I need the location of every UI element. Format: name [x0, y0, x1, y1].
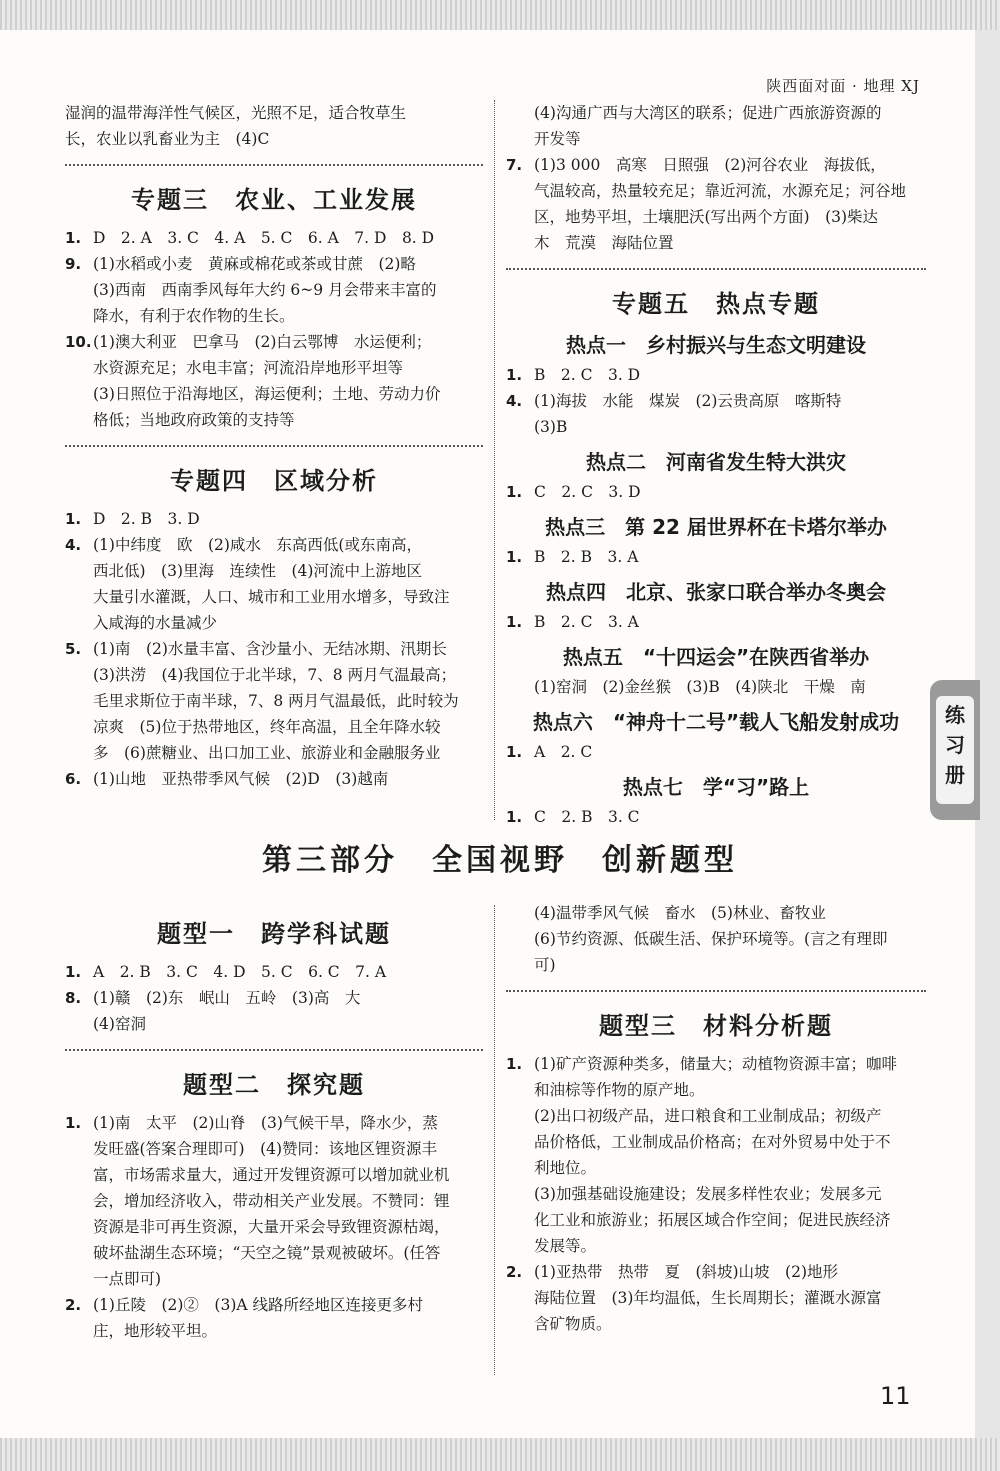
- question-number: 1.: [506, 743, 523, 761]
- column-divider-top: [494, 100, 495, 820]
- question-number: 7.: [506, 156, 523, 174]
- type3-answers: [506, 1051, 926, 1337]
- answer-line: [65, 1292, 483, 1318]
- question-number: 1.: [65, 510, 82, 528]
- answer-line: [65, 532, 483, 558]
- hotspot-title: 热点五 “十四运会”在陕西省举办: [562, 645, 870, 669]
- answer-text: (1)澳大利亚 巴拿马 (2)白云鄂博 水运便利；: [93, 333, 432, 351]
- answer-line: [506, 804, 926, 830]
- answer-line: [65, 506, 483, 532]
- page-header: 陕西面对面 · 地理 XJ: [766, 77, 920, 95]
- right-column-bottom: [506, 900, 926, 1337]
- answer-line: [65, 251, 483, 277]
- topic3-answers: [65, 225, 483, 433]
- answer-text: C 2. C 3. D: [534, 483, 641, 501]
- answer-text: B 2. C 3. A: [534, 613, 639, 631]
- question-number: 1.: [506, 1055, 523, 1073]
- answer-text: (1)丘陵 (2)② (3)A 线路所经地区连接更多村: [93, 1296, 423, 1314]
- answer-text: A 2. B 3. C 4. D 5. C 6. C 7. A: [93, 963, 387, 981]
- answer-line: [506, 152, 926, 178]
- answer-line: 发展等。: [534, 1237, 597, 1255]
- practice-book-tab: [930, 680, 980, 820]
- hotspot-title: 热点一 乡村振兴与生态文明建设: [566, 333, 866, 357]
- question-number: 6.: [65, 770, 82, 788]
- answer-text: (1)亚热带 热带 夏 (斜坡)山坡 (2)地形: [534, 1263, 839, 1281]
- answer-line: [65, 766, 483, 792]
- section-divider: [506, 990, 926, 992]
- question-number: 1.: [506, 613, 523, 631]
- answer-line: 格低；当地政府政策的支持等: [93, 411, 295, 429]
- answer-line: (3)加强基础设施建设；发展多样性农业；发展多元: [534, 1185, 882, 1203]
- question-number: 1.: [506, 483, 523, 501]
- intro-line: 开发等: [534, 130, 581, 148]
- answer-line: (4)窑洞: [93, 1015, 146, 1033]
- answer-text: (1)山地 亚热带季风气候 (2)D (3)越南: [93, 770, 389, 788]
- hotspot-title: 热点六 “神舟十二号”载人飞船发射成功: [532, 710, 900, 734]
- question-number: 10.: [65, 333, 92, 351]
- answer-line: 海陆位置 (3)年均温低，生长周期长；灌溉水源富: [534, 1289, 882, 1307]
- question-number: 4.: [65, 536, 82, 554]
- left-column-top: [65, 100, 483, 792]
- answer-line: [65, 636, 483, 662]
- answer-line: [65, 985, 483, 1011]
- question-number: 4.: [506, 392, 523, 410]
- question-number: 1.: [65, 1114, 82, 1132]
- answer-line: 大量引水灌溉，人口、城市和工业用水增多，导致注: [93, 588, 450, 606]
- answer-text: (1)矿产资源种类多，储量大；动植物资源丰富；咖啡: [534, 1055, 897, 1073]
- hotspot-title: 热点七 学“习”路上: [622, 775, 810, 799]
- answer-line: 毛里求斯位于南半球，7、8 两月气温最低，此时较为: [93, 692, 459, 710]
- section-title: 题型二 探究题: [183, 1071, 365, 1099]
- section-divider: [65, 164, 483, 166]
- answer-line: [65, 329, 483, 355]
- answer-line: [506, 362, 926, 388]
- answer-line: 庄，地形较平坦。: [93, 1322, 218, 1340]
- answer-line: [506, 544, 926, 570]
- hotspot-title: 热点四 北京、张家口联合举办冬奥会: [546, 580, 886, 604]
- answer-line: [506, 739, 926, 765]
- answer-line: (3)日照位于沿海地区，海运便利；土地、劳动力价: [93, 385, 441, 403]
- answer-line: 化工业和旅游业；拓展区域合作空间；促进民族经济: [534, 1211, 891, 1229]
- answer-line: 西北低) (3)里海 连续性 (4)河流中上游地区: [93, 562, 422, 580]
- answer-line: 区，地势平坦，土壤肥沃(写出两个方面) (3)柴达: [534, 208, 879, 226]
- question-number: 1.: [65, 963, 82, 981]
- answer-line: 含矿物质。: [534, 1315, 612, 1333]
- page-number: 11: [880, 1382, 911, 1410]
- tab-label: 练 习 册: [936, 696, 974, 804]
- answer-line: 一点即可): [93, 1270, 162, 1288]
- answer-line: [506, 1051, 926, 1077]
- answer-text: C 2. B 3. C: [534, 808, 640, 826]
- answer-text: B 2. B 3. A: [534, 548, 639, 566]
- question-number: 2.: [506, 1263, 523, 1281]
- intro-line: (4)温带季风气候 畜水 (5)林业、畜牧业: [534, 904, 826, 922]
- answer-text: (1)海拔 水能 煤炭 (2)云贵高原 喀斯特: [534, 392, 842, 410]
- intro-line: (6)节约资源、低碳生活、保护环境等。(言之有理即: [534, 930, 888, 948]
- answer-line: (3)B: [534, 418, 568, 436]
- answer-line: 利地位。: [534, 1159, 597, 1177]
- intro-line: 长，农业以乳畜业为主 (4)C: [65, 130, 270, 148]
- intro-line: 可): [534, 956, 556, 974]
- answer-line: 富，市场需求量大，通过开发锂资源可以增加就业机: [93, 1166, 450, 1184]
- answer-text: D 2. B 3. D: [93, 510, 200, 528]
- question-number: 1.: [506, 808, 523, 826]
- question-number: 1.: [506, 548, 523, 566]
- section-title: 题型三 材料分析题: [599, 1012, 833, 1040]
- answer-line: 多 (6)蔗糖业、出口加工业、旅游业和金融服务业: [93, 744, 441, 762]
- answer-line: 破坏盐湖生态环境；“天空之镜”景观被破坏。(任答: [93, 1244, 441, 1262]
- answer-text: (1)赣 (2)东 岷山 五岭 (3)高 大: [93, 989, 361, 1007]
- answer-text: (1)南 (2)水量丰富、含沙量小、无结冰期、汛期长: [93, 640, 447, 658]
- section-title: 专题四 区域分析: [170, 467, 378, 495]
- answer-line: 发旺盛(答案合理即可) (4)赞同：该地区锂资源丰: [93, 1140, 438, 1158]
- section-divider: [506, 268, 926, 270]
- question-number: 1.: [506, 366, 523, 384]
- answer-line: 品价格低，工业制成品价格高；在对外贸易中处于不: [534, 1133, 891, 1151]
- answer-text: D 2. A 3. C 4. A 5. C 6. A 7. D 8. D: [93, 229, 435, 247]
- q7-answer: [506, 152, 926, 256]
- column-divider-bottom: [494, 905, 495, 1375]
- question-number: 2.: [65, 1296, 82, 1314]
- answer-line: [65, 225, 483, 251]
- answer-text: (1)3 000 高寒 日照强 (2)河谷农业 海拔低，: [534, 156, 886, 174]
- question-number: 9.: [65, 255, 82, 273]
- answer-line: 会，增加经济收入，带动相关产业发展。不赞同：锂: [93, 1192, 450, 1210]
- question-number: 1.: [65, 229, 82, 247]
- answer-line: [506, 479, 926, 505]
- top-scan-band: [0, 0, 1000, 30]
- hotspot-answers: [506, 329, 926, 830]
- answer-line: 和油棕等作物的原产地。: [534, 1081, 705, 1099]
- section-title: 专题五 热点专题: [612, 290, 820, 318]
- left-column-bottom: [65, 900, 483, 1344]
- answer-line: [65, 959, 483, 985]
- section-divider: [65, 1049, 483, 1051]
- answer-text: (1)南 太平 (2)山脊 (3)气候干旱，降水少，蒸: [93, 1114, 438, 1132]
- hotspot-title: 热点二 河南省发生特大洪灾: [586, 450, 846, 474]
- answer-text: (1)中纬度 欧 (2)咸水 东高西低(或东南高，: [93, 536, 422, 554]
- answer-line: 水资源充足；水电丰富；河流沿岸地形平坦等: [93, 359, 404, 377]
- answer-line: [506, 1259, 926, 1285]
- answer-line: [506, 388, 926, 414]
- answer-line: (3)西南 西南季风每年大约 6~9 月会带来丰富的: [93, 281, 437, 299]
- hotspot-title: 热点三 第 22 届世界杯在卡塔尔举办: [545, 515, 887, 539]
- answer-text: B 2. C 3. D: [534, 366, 641, 384]
- type2-answers: [65, 1110, 483, 1344]
- answer-line: 入咸海的水量减少: [93, 614, 218, 632]
- question-number: 5.: [65, 640, 82, 658]
- intro-line: (4)沟通广西与大湾区的联系；促进广西旅游资源的: [534, 104, 882, 122]
- answer-line: 凉爽 (5)位于热带地区，终年高温，且全年降水较: [93, 718, 441, 736]
- section-divider: [65, 445, 483, 447]
- answer-line: (2)出口初级产品，进口粮食和工业制成品；初级产: [534, 1107, 882, 1125]
- section-title: 题型一 跨学科试题: [157, 920, 391, 948]
- answer-line: 降水，有利于农作物的生长。: [93, 307, 295, 325]
- topic4-answers: [65, 506, 483, 792]
- intro-line: 湿润的温带海洋性气候区，光照不足，适合牧草生: [65, 104, 407, 122]
- answer-line: 资源是非可再生资源，大量开采会导致锂资源枯竭，: [93, 1218, 450, 1236]
- section-title: 专题三 农业、工业发展: [131, 186, 417, 214]
- answer-line: [506, 609, 926, 635]
- answer-line: 木 荒漠 海陆位置: [534, 234, 674, 252]
- answer-line: [65, 1110, 483, 1136]
- answer-line: 气温较高，热量较充足；靠近河流，水源充足；河谷地: [534, 182, 907, 200]
- answer-text: A 2. C: [534, 743, 593, 761]
- type1-answers: [65, 959, 483, 1037]
- answer-line: (3)洪涝 (4)我国位于北半球，7、8 两月气温最高；: [93, 666, 457, 684]
- question-number: 8.: [65, 989, 82, 1007]
- part-title: 第三部分 全国视野 创新题型: [262, 843, 738, 878]
- answer-line: (1)窑洞 (2)金丝猴 (3)B (4)陕北 干燥 南: [534, 678, 866, 696]
- right-column-top: [506, 100, 926, 830]
- answer-text: (1)水稻或小麦 黄麻或棉花或茶或甘蔗 (2)略: [93, 255, 416, 273]
- bottom-scan-band: [0, 1438, 1000, 1471]
